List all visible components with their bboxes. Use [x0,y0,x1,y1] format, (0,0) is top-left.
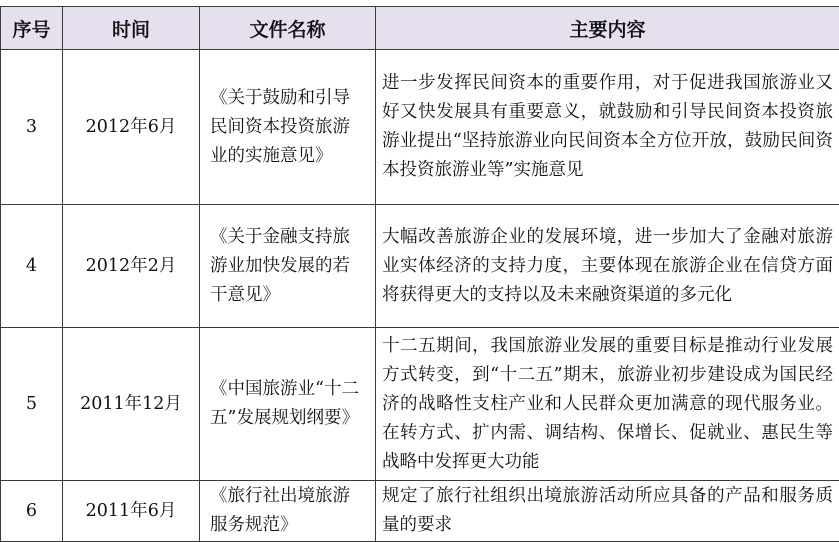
table-row [1,50,839,205]
table-row [1,205,839,328]
policy-table [0,6,839,542]
cell-content: 进一步发挥民间资本的重要作用，对于促进我国旅游业又好又快发展具有重要意义，就鼓励和引导民间资本投资旅游业提出“坚持旅游业向民间资本全方位开放，鼓励民间资本投资旅游业等”实施意见 [376,50,839,205]
cell-date: 2012年6月 [63,50,200,205]
cell-seq: 6 [1,481,63,542]
header-main-content: 主要内容 [376,7,839,50]
table-body [1,50,839,542]
cell-seq: 4 [1,205,63,328]
header-seq: 序号 [1,7,63,50]
header-date: 时间 [63,7,200,50]
cell-seq: 3 [1,50,63,205]
cell-content: 大幅改善旅游企业的发展环境，进一步加大了金融对旅游业实体经济的支持力度，主要体现在旅游企业在信贷方面将获得更大的支持以及未来融资渠道的多元化 [376,205,839,328]
cell-doc-name: 《旅行社出境旅游服务规范》 [200,481,376,542]
cell-content: 规定了旅行社组织出境旅游活动所应具备的产品和服务质量的要求 [376,481,839,542]
cell-content: 十二五期间，我国旅游业发展的重要目标是推动行业发展方式转变，到“十二五”期末，旅游业初步建设成为国民经济的战略性支柱产业和人民群众更加满意的现代服务业。在转方式、扩内需、调结构、保增长、促就业、惠民生等战略中发挥更大功能 [376,328,839,481]
cell-doc-name: 《中国旅游业“十二五”发展规划纲要》 [200,328,376,481]
cell-date: 2012年2月 [63,205,200,328]
cell-doc-name: 《关于鼓励和引导民间资本投资旅游业的实施意见》 [200,50,376,205]
cell-doc-name: 《关于金融支持旅游业加快发展的若干意见》 [200,205,376,328]
header-doc-name: 文件名称 [200,7,376,50]
table-header [1,7,839,50]
table-row [1,481,839,542]
header-row [1,7,839,50]
table-row [1,328,839,481]
cell-date: 2011年6月 [63,481,200,542]
cell-date: 2011年12月 [63,328,200,481]
cell-seq: 5 [1,328,63,481]
